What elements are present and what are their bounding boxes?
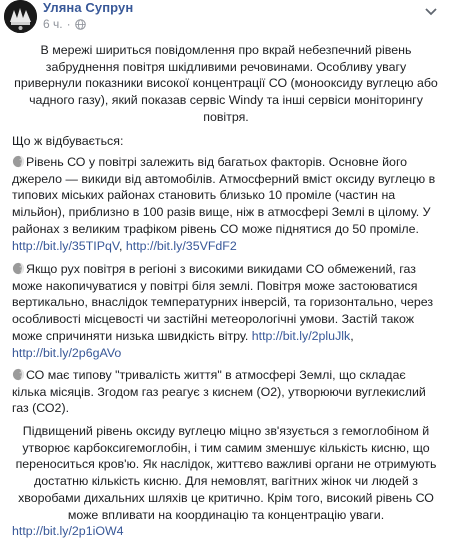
link-separator: ,	[350, 328, 354, 343]
post-meta	[43, 17, 86, 31]
post-link[interactable]: http://bit.ly/2p1iOW4	[12, 524, 124, 539]
waning-moon-emoji	[12, 368, 25, 381]
post-paragraph-health	[12, 423, 440, 540]
post-link[interactable]: http://bit.ly/2pluJlk	[251, 328, 351, 343]
post-link[interactable]: http://bit.ly/2p6gAVo	[12, 345, 122, 360]
post-timestamp[interactable]: 6 ч.	[43, 17, 63, 31]
post-link[interactable]: http://bit.ly/35VFdF2	[125, 238, 237, 253]
post-paragraph-lifetime	[12, 367, 440, 417]
post-paragraph-air-movement	[12, 261, 440, 361]
post-text: СО має типову "тривалість життя" в атмосфері Землі, що складає кілька місяців. Згодом газ реагує з киснем (О2), утворюючи вуглекислий газ (СО2).	[12, 368, 426, 416]
waning-moon-emoji	[12, 155, 25, 168]
chevron-down-icon[interactable]	[423, 6, 439, 18]
post-text: Підвищений рівень оксиду вуглецю міцно зв'язується з гемоглобіном й утворює карбоксигемоглобін, і тим самим зменшує кількість кисню, що переноситься кров'ю. Як наслідок, життєво важливі органи не отримують достатню кількість кисню. Для немовлят, вагітних жінок чи людей з хворобами дихальних шляхів це критично. Крім того, високий рівень СО може впливати на координацію та концентрацію уваги.	[15, 424, 437, 522]
post-paragraph-intro: В мережі шириться повідомлення про вкрай небезпечний рівень забруднення повітря шкідливими речовинами. Особливу увагу привернули показники високої концентрації СО (монооксиду вуглецю або чадного газу), який показав сервіс Windy та інші сервіси моніторингу повітря.	[14, 43, 438, 124]
post-text: Якщо рух повітря в регіоні з високими викидами СО обмежений, газ може накопичуватися у повітрі біля землі. Повітря може застоюватися вертикально, внаслідок температурних інверсій, та горизонтально, через особливості місцевості чи застійні метеорологічні умови. Застій також може спричиняти низька швидкість вітру.	[12, 262, 434, 343]
post-link[interactable]: http://bit.ly/35TIPqV	[12, 238, 119, 253]
link-separator: ,	[119, 238, 126, 253]
meta-separator: ·	[66, 17, 71, 31]
post-paragraph-heading: Що ж відбувається:	[12, 134, 124, 148]
author-name[interactable]: Уляна Супрун	[43, 0, 134, 15]
waning-moon-emoji	[12, 262, 25, 275]
profile-avatar-image	[4, 0, 37, 33]
post-header	[0, 0, 451, 36]
avatar[interactable]	[4, 0, 37, 33]
post-text: Рівень СО у повітрі залежить від багатьох факторів. Основне його джерело — викиди від автомобілів. Атмосферний вміст оксиду вуглецю в типових міських районах становить близько 10 проміле (частин на мільйон), приблизно в 100 разів вище, ніж в атмосфері Землі в цілому. У районах з великим трафіком рівень СО може піднятися до 50 проміле.	[12, 155, 436, 236]
globe-icon	[75, 19, 86, 30]
post-paragraph-sources	[12, 154, 440, 254]
